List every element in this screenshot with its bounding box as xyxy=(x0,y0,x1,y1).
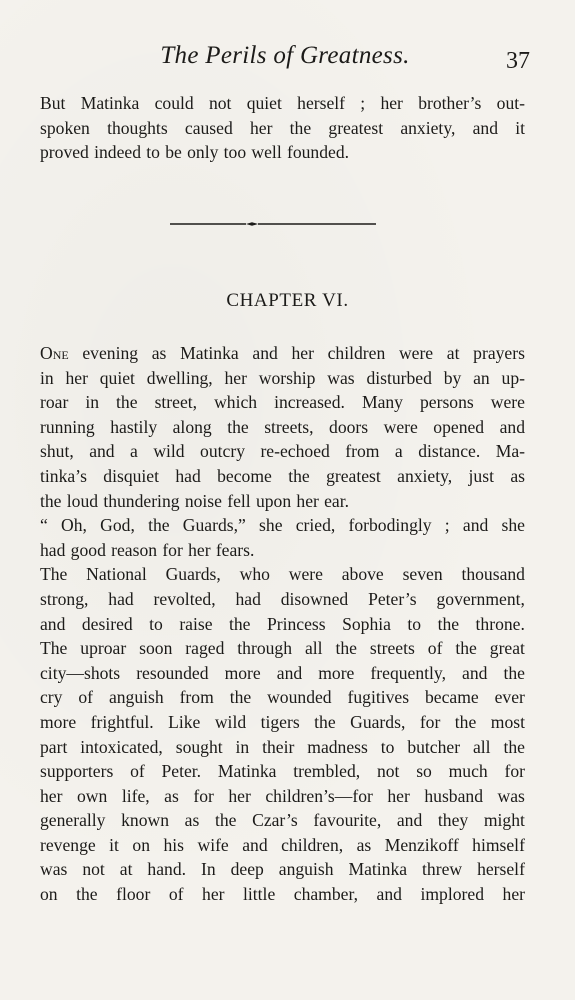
chapter-body xyxy=(40,341,525,907)
word: prayers xyxy=(473,343,525,363)
word: Matinka xyxy=(180,343,239,363)
word: out- xyxy=(496,93,525,113)
word: was xyxy=(40,859,68,880)
word: was xyxy=(497,785,525,806)
word: her xyxy=(188,539,211,560)
word: roar xyxy=(40,392,69,413)
word: were xyxy=(398,343,434,363)
text-line xyxy=(40,735,525,760)
text-line xyxy=(40,587,525,612)
word: of xyxy=(168,884,184,905)
word: well xyxy=(251,142,282,163)
word: as xyxy=(356,834,372,855)
running-head xyxy=(40,42,530,76)
word: streets xyxy=(369,638,415,659)
word: wounded xyxy=(267,687,332,708)
word: himself xyxy=(472,834,525,855)
word: her xyxy=(502,884,525,905)
word: disturbed xyxy=(366,367,432,388)
word: Matinka xyxy=(80,93,140,113)
word: in xyxy=(40,367,54,388)
word: quiet xyxy=(99,367,135,388)
text-line xyxy=(40,612,525,637)
word: reason xyxy=(111,539,158,560)
word: her xyxy=(387,785,410,806)
word: spoken xyxy=(40,117,90,138)
text-line xyxy=(40,636,525,661)
word: brother’s xyxy=(418,93,482,113)
word: fears. xyxy=(215,539,255,560)
word: which xyxy=(214,392,258,413)
word: frightful. xyxy=(90,711,154,732)
word: Guards,” xyxy=(182,515,246,536)
word: and xyxy=(462,515,489,536)
word: of xyxy=(78,687,94,708)
word: streets, xyxy=(264,416,314,437)
word: she xyxy=(501,515,525,536)
word: anguish xyxy=(278,859,334,880)
text-line xyxy=(40,140,525,165)
word: for xyxy=(504,761,525,782)
page-number: 37 xyxy=(506,48,530,74)
word: through xyxy=(237,638,293,659)
word: loud xyxy=(66,490,99,511)
word: became xyxy=(424,687,479,708)
word: at xyxy=(119,859,133,880)
word: the xyxy=(314,711,336,732)
word: tigers xyxy=(260,711,300,732)
word: dwelling, xyxy=(146,367,213,388)
word: up- xyxy=(501,367,525,388)
word: anxiety, xyxy=(397,465,453,486)
word: frequently, xyxy=(370,662,446,683)
word: deep xyxy=(230,859,264,880)
word: for xyxy=(419,711,441,732)
word: could xyxy=(154,93,194,113)
word: throne. xyxy=(475,613,525,634)
word: from xyxy=(345,441,380,462)
text-line xyxy=(40,91,525,116)
word: the xyxy=(148,515,170,536)
word: might xyxy=(483,810,525,831)
word: butcher xyxy=(407,736,461,757)
word: tinka’s xyxy=(40,465,87,486)
word: and xyxy=(472,117,498,138)
word: as xyxy=(184,810,200,831)
word: her xyxy=(65,367,88,388)
word: persons xyxy=(420,392,474,413)
word: strong, xyxy=(40,588,89,609)
word: just xyxy=(468,465,494,486)
word: it xyxy=(515,117,525,138)
word: at xyxy=(446,343,460,363)
word: resounded xyxy=(136,662,209,683)
word: increased. xyxy=(274,392,345,413)
word: the xyxy=(214,810,237,831)
word: more xyxy=(40,711,77,732)
top-paragraph xyxy=(40,91,525,165)
word: doors xyxy=(329,416,369,437)
word: soon xyxy=(139,638,173,659)
word: not xyxy=(208,93,232,113)
word: her xyxy=(228,785,251,806)
text-line xyxy=(40,759,525,784)
word: children xyxy=(327,343,386,363)
word: part xyxy=(40,736,68,757)
word: desired xyxy=(81,613,133,634)
word: the xyxy=(503,736,525,757)
text-line xyxy=(40,685,525,710)
word: and xyxy=(252,343,278,363)
word: The xyxy=(40,638,68,659)
word: her xyxy=(202,884,225,905)
word: they xyxy=(437,810,469,831)
word: not xyxy=(82,859,105,880)
first-word-smallcaps: One xyxy=(40,343,69,363)
word: her xyxy=(249,117,273,138)
word: his xyxy=(163,834,185,855)
word: distance. xyxy=(418,441,481,462)
word: the xyxy=(229,613,251,634)
word: disquiet xyxy=(103,465,159,486)
word: her xyxy=(380,93,403,113)
word: it xyxy=(109,834,119,855)
word: the xyxy=(454,711,477,732)
word: Guards, xyxy=(165,564,221,585)
word: raise xyxy=(179,613,213,634)
word: floor xyxy=(116,884,151,905)
word: most xyxy=(490,711,525,732)
word: sought xyxy=(175,736,223,757)
word: God, xyxy=(100,515,135,536)
word: great xyxy=(489,638,525,659)
word: running xyxy=(40,416,95,437)
text-line xyxy=(40,833,525,858)
word: husband xyxy=(424,785,483,806)
word: wild xyxy=(153,441,185,462)
word: Like xyxy=(168,711,201,732)
word: along xyxy=(172,416,212,437)
word: more xyxy=(224,662,261,683)
word: thousand xyxy=(461,564,525,585)
word: opened xyxy=(433,416,485,437)
word: as xyxy=(510,465,525,486)
word: her xyxy=(224,367,247,388)
word: by xyxy=(443,367,462,388)
chapter-heading: CHAPTER VI. xyxy=(226,290,349,311)
word: to xyxy=(380,736,395,757)
text-line xyxy=(40,710,525,735)
word: were xyxy=(383,416,418,437)
word: disowned xyxy=(280,588,349,609)
word: on xyxy=(132,834,150,855)
word: and xyxy=(242,834,268,855)
word: ; xyxy=(360,93,366,113)
word: “ xyxy=(40,515,48,536)
word: wife xyxy=(197,834,229,855)
word: The xyxy=(40,564,68,585)
word: the xyxy=(335,638,357,659)
word: Many xyxy=(361,392,403,413)
word: had xyxy=(40,539,66,560)
word: to xyxy=(407,613,422,634)
word: her xyxy=(291,343,314,363)
word: Sophia xyxy=(342,613,391,634)
text-line xyxy=(40,341,525,366)
word: good xyxy=(70,539,106,560)
word: favourite, xyxy=(313,810,382,831)
word: life, xyxy=(121,785,150,806)
word: the xyxy=(76,884,98,905)
word: upon xyxy=(255,490,292,511)
word: wild xyxy=(214,711,247,732)
word: were xyxy=(288,564,323,585)
word: the xyxy=(437,613,460,634)
word: and xyxy=(276,662,303,683)
word: and xyxy=(462,662,488,683)
text-line xyxy=(40,538,525,563)
word: had xyxy=(235,588,261,609)
word: of xyxy=(130,761,145,782)
text-line xyxy=(40,661,525,686)
word: had xyxy=(108,588,134,609)
text-line xyxy=(40,513,525,538)
word: worship xyxy=(258,367,316,388)
word: become xyxy=(217,465,272,486)
word: had xyxy=(175,465,201,486)
word: Guards, xyxy=(350,711,406,732)
word: their xyxy=(262,736,295,757)
word: implored xyxy=(420,884,484,905)
word: National xyxy=(86,564,147,585)
word: anguish xyxy=(108,687,164,708)
word: indeed xyxy=(94,142,142,163)
word: supporters xyxy=(40,761,114,782)
word: the xyxy=(40,490,62,511)
text-line xyxy=(40,562,525,587)
word: greatest xyxy=(326,465,381,486)
text-line xyxy=(40,489,525,514)
word: all xyxy=(304,638,323,659)
word: the xyxy=(289,117,312,138)
word: founded. xyxy=(286,142,350,163)
word: forbodingly xyxy=(348,515,432,536)
word: chamber, xyxy=(293,884,359,905)
word: But xyxy=(40,93,66,113)
word: seven xyxy=(402,564,443,585)
word: a xyxy=(394,441,403,462)
text-line xyxy=(40,882,525,907)
word: uproar xyxy=(80,638,127,659)
word: ; xyxy=(444,515,450,536)
word: be xyxy=(165,142,182,163)
word: to xyxy=(149,613,163,634)
word: hastily xyxy=(110,416,158,437)
word: thoughts xyxy=(107,117,168,138)
word: above xyxy=(341,564,384,585)
word: evening xyxy=(82,343,139,363)
word: government, xyxy=(436,588,525,609)
word: revenge xyxy=(40,834,96,855)
text-line xyxy=(40,439,525,464)
text-line xyxy=(40,808,525,833)
word: much xyxy=(448,761,488,782)
section-divider-ornament xyxy=(168,220,378,228)
word: hand. xyxy=(147,859,187,880)
word: Matinka xyxy=(217,761,277,782)
word: and xyxy=(396,810,423,831)
text-line xyxy=(40,116,525,141)
word: outcry xyxy=(200,441,245,462)
word: who xyxy=(239,564,270,585)
word: Princess xyxy=(266,613,326,634)
word: fugitives xyxy=(347,687,410,708)
text-line xyxy=(40,415,525,440)
word: Czar’s xyxy=(252,810,298,831)
word: the xyxy=(288,465,310,486)
word: intoxicated, xyxy=(80,736,163,757)
word: her xyxy=(296,490,319,511)
word: more xyxy=(318,662,355,683)
word: too xyxy=(223,142,247,163)
word: from xyxy=(179,687,214,708)
word: was xyxy=(327,367,355,388)
text-line xyxy=(40,390,525,415)
word: cried, xyxy=(295,515,336,536)
text-line xyxy=(40,366,525,391)
word: on xyxy=(40,884,58,905)
word: Menzikoff xyxy=(384,834,459,855)
word: madness xyxy=(307,736,368,757)
word: quiet xyxy=(246,93,282,113)
word: and xyxy=(376,884,402,905)
word: in xyxy=(85,392,100,413)
word: herself xyxy=(477,859,525,880)
word: re-echoed xyxy=(260,441,330,462)
text-line xyxy=(40,784,525,809)
text-line xyxy=(40,857,525,882)
word: thundering xyxy=(103,490,180,511)
word: little xyxy=(243,884,276,905)
word: all xyxy=(472,736,491,757)
word: own xyxy=(76,785,108,806)
word: caused xyxy=(184,117,233,138)
word: to xyxy=(146,142,160,163)
word: children’s—for xyxy=(265,785,373,806)
word: known xyxy=(121,810,169,831)
word: anxiety, xyxy=(400,117,456,138)
word: ever xyxy=(494,687,525,708)
word: children, xyxy=(281,834,344,855)
running-title: The Perils of Greatness. xyxy=(160,42,410,69)
word: the xyxy=(455,638,477,659)
word: Matinka xyxy=(348,859,408,880)
word: greatest xyxy=(328,117,384,138)
word: only xyxy=(187,142,219,163)
word: the xyxy=(116,392,138,413)
word: trembled, xyxy=(293,761,361,782)
word: in xyxy=(235,736,250,757)
word: Ma- xyxy=(495,441,525,462)
word: fell xyxy=(227,490,251,511)
word: the xyxy=(503,662,525,683)
word: herself xyxy=(297,93,346,113)
word: Oh, xyxy=(61,515,87,536)
word: Peter’s xyxy=(368,588,417,609)
text-line xyxy=(40,464,525,489)
word: street, xyxy=(154,392,198,413)
word: she xyxy=(259,515,283,536)
word: threw xyxy=(422,859,463,880)
word: and xyxy=(499,416,525,437)
word: of xyxy=(427,638,443,659)
word: Peter. xyxy=(161,761,202,782)
word: cry xyxy=(40,687,63,708)
word: In xyxy=(200,859,216,880)
word: raged xyxy=(185,638,225,659)
word: revolted, xyxy=(153,588,216,609)
word: the xyxy=(229,687,252,708)
word: shut, xyxy=(40,441,74,462)
word: for xyxy=(162,539,183,560)
word: as xyxy=(164,785,179,806)
word: city—shots xyxy=(40,662,121,683)
word: her xyxy=(40,785,63,806)
word: so xyxy=(416,761,432,782)
word: a xyxy=(130,441,138,462)
word: proved xyxy=(40,142,89,163)
word: generally xyxy=(40,810,106,831)
word: for xyxy=(193,785,214,806)
word: not xyxy=(376,761,400,782)
word: the xyxy=(227,416,249,437)
word: were xyxy=(490,392,525,413)
word: and xyxy=(89,441,115,462)
word: noise xyxy=(184,490,222,511)
word: ear. xyxy=(324,490,350,511)
word: and xyxy=(40,613,66,634)
word: as xyxy=(151,343,167,363)
word: an xyxy=(473,367,490,388)
